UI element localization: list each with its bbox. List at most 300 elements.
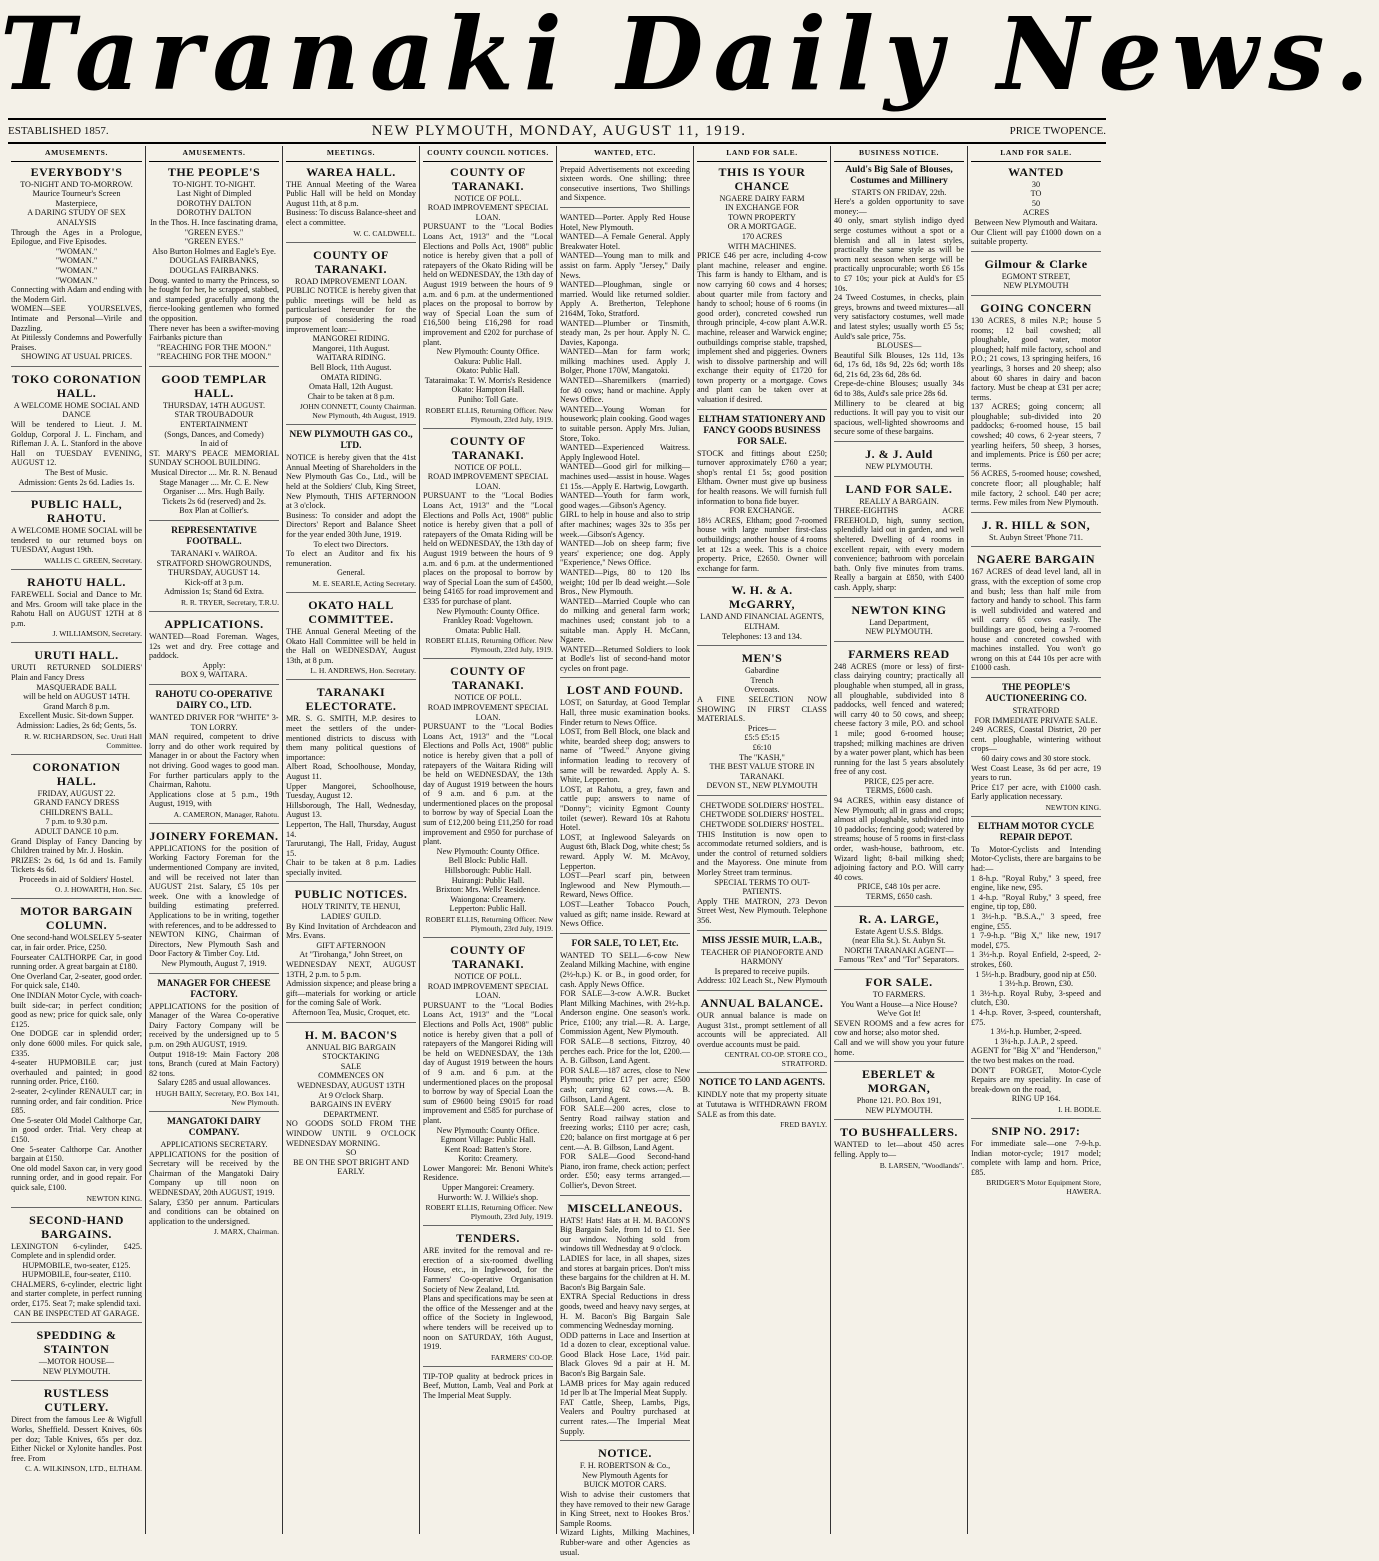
notice <box>834 1067 964 1120</box>
notice-title: WANTED <box>1008 164 1064 179</box>
notice-line: Kick-off at 3 p.m. <box>184 577 244 587</box>
notice <box>11 760 142 900</box>
notice-line: will be held on AUGUST 14TH. <box>23 692 130 702</box>
notice-line: Okato: Hampton Hall. <box>451 385 525 395</box>
notice-title: FOR SALE. <box>865 974 933 989</box>
notice-line: One second-hand WOLSELEY 5-seater car, in fair order. Price, £250. <box>11 933 142 953</box>
notice-line: Famous "Rex" and "Tor" Separators. <box>838 955 960 965</box>
notice-line: NEWTON KING, Chairman of Directors, New Plymouth Sash and Door Factory & Timber Coy. Ltd. <box>149 930 279 959</box>
notice-line: 94 ACRES, within easy distance of New Plymouth; all in grass and crops; almost all ploughable, subdivided into 10 paddocks; fencing good; watered by streams; house of 5 rooms in first-class order, wash-house, bathroom, etc. Wizard light; 8-bail milking shed; adjoining factory and P.O. Will carry 40 cows. <box>834 796 964 882</box>
notice-line: NORTH TARANAKI AGENT— <box>844 945 954 955</box>
notice-signature: I. H. BODLE. <box>1058 1104 1101 1114</box>
notice-line: REALLY A BARGAIN. <box>859 496 939 506</box>
notice-line: AGENT for "Big X" and "Henderson," the two best makes on the road. <box>971 1046 1101 1065</box>
notice <box>834 603 964 642</box>
notice-line: There never has been a swifter-moving Fairbanks picture than <box>149 323 279 343</box>
notice-line: Tarurutangi, The Hall, Friday, August 15. <box>286 839 416 858</box>
notice-line: URUTI RETURNED SOLDIERS' Plain and Fancy Dress <box>11 663 142 682</box>
notice-line: FOR EXCHANGE. <box>729 506 795 516</box>
notice-line: Lower Mangorei: Mr. Benoni White's Residence. <box>423 1163 553 1183</box>
notice-line: TO-NIGHT. TO-NIGHT. <box>172 179 256 189</box>
notice-line: Prepaid Advertisements not exceeding sixteen words. One shilling; three consecutive insertions, Two Shillings and Sixpence. <box>560 164 690 203</box>
notice-line: Salary £285 and usual allowances. <box>157 1078 271 1088</box>
notice <box>971 165 1101 252</box>
notice-line: The Best of Music. <box>45 468 108 478</box>
notice-line: Bell Block: Public Hall. <box>448 856 528 866</box>
notice <box>149 829 279 974</box>
notice-line: THURSDAY, 14TH AUGUST. <box>162 400 266 410</box>
notice-line: Afternoon Tea, Music, Croquet, etc. <box>292 1008 410 1017</box>
column-heading: WANTED, ETC. <box>560 146 690 162</box>
notice <box>286 430 416 593</box>
notice-line: HATS! Hats! Hats at H. M. BACON'S Big Bargain Sale, from 1d to £1. See our window. Nothing sold from windows till Wednesday at 9 o'clock. <box>560 1215 690 1254</box>
notice-line: PURSUANT to the "Local Bodies Loans Act, 1913" and the "Local Elections and Polls Act, 1908" public notice is hereby given that a poll of ratepayers of the Omata Riding will be held on WEDNESDAY, the 13th day of August 1919 between the hours of 9 a.m. and 6 p.m. at the undermentioned places on the proposal to borrow by way of Special Loan the sum of £4500, being £4165 for road improvement and £335 for purchase of plant. <box>423 491 553 606</box>
notice-title: NEW PLYMOUTH GAS CO., LTD. <box>289 430 413 452</box>
notice-line: PURSUANT to the "Local Bodies Loans Act, 1913" and the "Local Elections and Polls Act, 1908" public notice is hereby given that a poll of ratepayers of the Mangorei Riding will be held on WEDNESDAY, the 13th day of August 1919 between the hours of 9 a.m. and 6 p.m. at the undermentioned places on the proposal to borrow by way of Special Loan the sum of £9600 being £9015 for road improvement and £585 for purchase of plant. <box>423 1000 553 1125</box>
notice-line: "REACHING FOR THE MOON." <box>157 352 271 362</box>
notice-line: Proceeds in aid of Soldiers' Hostel. <box>19 874 134 884</box>
column-6 <box>693 146 830 1534</box>
notice-line: NEW PLYMOUTH. <box>865 1105 933 1115</box>
notice-line: (near Elia St.). St. Aubyn St. <box>852 936 946 946</box>
notice-line: "WOMAN." <box>55 275 98 285</box>
notice-title: THE PEOPLE'S <box>167 164 261 179</box>
notice <box>286 598 416 680</box>
notice-title: REPRESENTATIVE FOOTBALL. <box>171 526 257 547</box>
notice-line: FOR SALE—8 sections, Fitzroy, 40 perches each. Price for the lot, £200.—A. B. Gilbson, Land Agent. <box>560 1037 690 1066</box>
notice-title: MISS JESSIE MUIR, L.A.B., <box>702 935 822 946</box>
notice-line: LEXINGTON 6-cylinder, £425. Complete and in splendid order. <box>11 1241 142 1261</box>
notice <box>697 936 827 991</box>
column-7 <box>830 146 967 1534</box>
notice-line: Admission: Gents 2s 6d. Ladies 1s. <box>18 477 135 487</box>
notice-line: EXTRA Special Reductions in dress goods, tweed and heavy navy serges, at H. M. Bacon's Big Bargain Sale commencing Wednesday morning. <box>560 1292 690 1331</box>
notice-line: General. <box>337 568 365 578</box>
notice-line: Albert Road, Schoolhouse, Monday, August 11. <box>286 762 416 781</box>
notice <box>11 1386 142 1477</box>
notice <box>560 1201 690 1442</box>
notice <box>834 165 964 442</box>
notice-line: Waiongona: Creamery. <box>450 894 526 904</box>
notice-line: Will be tendered to Lieut. J. M. Goldup, Corporal J. L. Fincham, and Rifleman J. A. L. Stanford in the above Hall on TUESDAY EVENING, AUGUST 12. <box>11 420 142 468</box>
notice-line: 56 ACRES, 5-roomed house; cowshed, concrete floor; all ploughable; half mile factory, 2 school. £40 per acre; terms. Few miles from New Plymouth. <box>971 469 1101 508</box>
notice-line: MAN required, competent to drive lorry and do other work required by Manager in or about the Factory when not driving. Good wages to good man. For further particulars apply to the Chairman, Rahotu. <box>149 732 279 790</box>
notice-line: PRICE £46 per acre, including 4-cow plant machine, releaser and engine. This farm is handy to Eltham, and is now carrying 60 cows and 4 horses; about quarter mile from factory and handy to school; house of 6 rooms (in good order), concreted cowshed run through principle, 4-cow plant A.W.R. machine, releaser and Warwick engine; outbuildings comprise stable, trapshed, implement shed and piggeries. Owners wish to dissolve partnership and will exchange their equity of £1720 for town property or a mortgage. Cows and plant can be taken over at valuation if desired. <box>697 251 827 405</box>
notice-line: PRICE, £48 10s per acre. <box>857 882 941 892</box>
notice-line: Applications close at 5 p.m., 19th August, 1919, with <box>149 789 279 809</box>
notice-line: TEACHER OF PIANOFORTE AND HARMONY <box>700 947 824 967</box>
notice-line: For immediate sale—one 7-9-h.p. Indian motor-cycle; 1917 model; complete with lamp and horn. Price, £85. <box>971 1138 1101 1177</box>
notice-line: WEDNESDAY NEXT, AUGUST 13TH, 2 p.m. to 5 p.m. <box>286 960 416 979</box>
notice-line: STAR TROUBADOUR ENTERTAINMENT <box>174 410 254 430</box>
notice-line: Our Client will pay £1000 down on a suitable property. <box>971 227 1101 247</box>
notice-line: 1 3½-h.p. "B.S.A.," 3 speed, free engine, £55. <box>971 912 1101 931</box>
notice-title: URUTI HALL. <box>34 648 119 663</box>
notice-line: Excellent Music. Sit-down Supper. <box>19 711 134 721</box>
notice-line: DOROTHY DALTON <box>176 208 252 218</box>
notice-line: EGMONT STREET, <box>1001 271 1071 281</box>
notice-title: COUNTY OF TARANAKI. <box>450 943 526 971</box>
notice-signature: BRIDGER'S Motor Equipment Store, HAWERA. <box>986 1178 1101 1197</box>
notice-line: Musical Director .... Mr. R. N. Benaud <box>150 468 278 478</box>
notice-line: WANTED—Pigs, 80 to 120 lbs weight; 10d per lb dead weight.—Sole Bros., New Plymouth. <box>560 567 690 597</box>
column-heading: AMUSEMENTS. <box>11 146 142 162</box>
notice-line: 1 3½-h.p. Royal Ruby, 3-speed and clutch, £30. <box>971 988 1101 1008</box>
notice <box>560 939 690 1196</box>
notice-title: SECOND-HAND BARGAINS. <box>29 1212 124 1241</box>
notice-title: OKATO HALL COMMITTEE. <box>308 598 394 626</box>
notice-title: THE PEOPLE'S AUCTIONEERING CO. <box>985 682 1087 704</box>
column-heading: LAND FOR SALE. <box>697 146 827 162</box>
notice-line: TIP-TOP quality at bedrock prices in Beef, Mutton, Lamb, Veal and Pork at The Imperial Meat Supply. <box>423 1371 553 1400</box>
notice-title: FARMERS READ <box>848 646 950 661</box>
column-8 <box>967 146 1104 1534</box>
notice-line: LOST—Leather Tobacco Pouch, valued as gift; name inside. Reward at News Office. <box>560 899 690 929</box>
notice-line: WANTED—Porter. Apply Red House Hotel, New Plymouth. <box>560 212 690 232</box>
notice-line: LADIES for lace, in all shapes, sizes and stores at bargain prices. Don't miss these bargains for the children at H. M. Bacon's Big Bargain Sale. <box>560 1253 690 1292</box>
notice-line: One Overland Car, 2-seater, good order. For quick sale, £140. <box>11 971 142 991</box>
notice-line: WANTED—Man for farm work; milking machines used. Apply J. Bolger, Phone 170W, Mangatoki. <box>560 347 690 376</box>
notice-line: CHETWODE SOLDIERS' HOSTEL. <box>699 820 825 830</box>
notice-signature: A. CAMERON, Manager, Rahotu. <box>173 809 279 819</box>
notice-line: NO GOODS SOLD FROM THE WINDOW UNTIL 9 O'CLOCK WEDNESDAY MORNING. <box>286 1119 416 1148</box>
notice-title: SPEDDING & STAINTON <box>36 1328 117 1357</box>
notice-line: One old model Saxon car, in very good running order, and in good repair. For quick sale, £100. <box>11 1163 142 1192</box>
notice-signature: J. MARX, Chairman. <box>213 1227 279 1237</box>
columns <box>8 146 1106 1557</box>
notice <box>286 248 416 426</box>
notice-line: One 5-seater Old Model Calthorpe Car, in good order. Trial. Very cheap at £150. <box>11 1115 142 1144</box>
notice <box>834 1125 964 1173</box>
notice-line: FAREWELL Social and Dance to Mr. and Mrs. Groom will take place in the Rahotu Hall on AUGUST 12TH at 8 p.m. <box>11 590 142 628</box>
notice-line: Lepperton: Public Hall. <box>449 904 527 914</box>
notice-line: Bell Block, 11th August. <box>310 362 392 372</box>
notice-line: WITH MACHINES. <box>727 241 797 251</box>
notice-line: KINDLY note that my property situate at Tututawa is WITHDRAWN FROM SALE as from this date. <box>697 1090 827 1119</box>
notice-line: —MOTOR HOUSE— <box>38 1357 115 1367</box>
notice-line: In aid of <box>200 439 228 449</box>
notice-signature: CENTRAL CO-OP. STORE CO., STRATFORD. <box>724 1050 827 1069</box>
notice-line: Box Plan at Collier's. <box>179 506 249 516</box>
notice-line: OMATA RIDING. <box>320 372 382 382</box>
notice-line: FOR IMMEDIATE PRIVATE SALE. <box>974 715 1098 725</box>
notice-line: SPECIAL TERMS TO OUT-PATIENTS. <box>714 877 810 897</box>
notice-line: BUICK MOTOR CARS. <box>583 1480 667 1490</box>
notice-line: DEVON ST., NEW PLYMOUTH <box>706 781 818 791</box>
notice-line: BE ON THE SPOT BRIGHT AND EARLY. <box>293 1157 409 1177</box>
notice-line: WOMEN—SEE YOURSELVES, Intimate and Personal—Virile and Dazzling. <box>11 304 142 333</box>
notice-line: TERMS, £650 cash. <box>865 892 933 901</box>
notice-line: 7 p.m. to 9.30 p.m. <box>45 817 108 827</box>
notice-title: GOING CONCERN <box>980 300 1092 315</box>
notice-title: COUNTY OF TARANAKI. <box>450 664 526 693</box>
notice-line: THE Annual Meeting of the Warea Public Hall will be held on Monday August 11th, at 8 p.m. <box>286 179 416 208</box>
notice-title: NEWTON KING <box>851 602 947 617</box>
notice-title: R. A. LARGE, <box>858 911 940 926</box>
established: ESTABLISHED 1857. <box>8 125 109 137</box>
column-heading: LAND FOR SALE. <box>971 146 1101 162</box>
notice-line: Address: 102 Leach St., New Plymouth <box>697 976 827 986</box>
notice <box>149 1117 279 1240</box>
notice-signature: HUGH BAILY, Secretary, P.O. Box 141, New Plymouth. <box>155 1088 279 1107</box>
notice-line: Okato: Public Hall. <box>456 366 520 376</box>
notice-line: Fourseater CALTHORPE Car, in good running order. A great bargain at £180. <box>11 952 142 972</box>
notice-line: St. Aubyn Street 'Phone 711. <box>989 532 1083 542</box>
notice-line: NOTICE OF POLL. <box>454 972 522 981</box>
notice-line: WANTED—Young Woman for housework; plain cooking. Good wages to suitable person. Apply Mrs. Julian, Store, Toko. <box>560 404 690 443</box>
notice-line: TO <box>1030 189 1042 199</box>
notice-line: Upper Mangorei, Schoolhouse, Tuesday, August 12. <box>286 781 416 801</box>
notice <box>971 518 1101 548</box>
notice-line: ST. MARY'S PEACE MEMORIAL SUNDAY SCHOOL BUILDING. <box>149 448 279 468</box>
notice-line: F. H. ROBERTSON & Co., <box>579 1461 671 1471</box>
notice-line: Output 1918-19: Main Factory 208 tons, Branch (cured at Main Factory) 82 tons. <box>149 1049 279 1078</box>
notice-title: LAND FOR SALE. <box>845 481 953 496</box>
notice-title: MANGATOKI DAIRY COMPANY. <box>166 1116 262 1138</box>
notice-line: 60 dairy cows and 30 store stock. <box>981 753 1091 763</box>
notice-line: WANTED—Returned Soldiers to look at Bodle's list of second-hand motor cycles on front page. <box>560 644 690 673</box>
notice-title: H. M. BACON'S <box>304 1027 398 1042</box>
notice-line: GIRL to help in house and also to strip after machines; wages 32s to 35s per week.—Gibson's Agency. <box>560 510 690 539</box>
notice <box>149 372 279 521</box>
column-heading: BUSINESS NOTICE. <box>834 146 964 162</box>
notice-line: "WOMAN." <box>55 246 98 256</box>
notice-line: 1 3½-h.p. Humber, 2-speed. <box>990 1027 1082 1037</box>
notice-line: APPLICATIONS for the position of Secretary will be received by the Chairman of the Mangatoki Dairy Company up till noon on WEDNESDAY, 20th AUGUST, 1919. <box>149 1149 279 1197</box>
notice-line: CAN BE INSPECTED AT GARAGE. <box>13 1308 140 1318</box>
notice-line: CHETWODE SOLDIERS' HOSTEL. <box>699 810 825 820</box>
notice-line: CHALMERS, 6-cylinder, electric light and starter complete, in perfect running order, £175. Seat 7; make splendid taxi. <box>11 1279 142 1309</box>
notice-line: 1 5½-h.p. Bradbury, good nip at £50. <box>975 969 1097 979</box>
notice-line: Millinery to be cleared at big reductions. It will pay you to visit our spacious, well-lighted showrooms and secure some of these bargains. <box>834 398 964 437</box>
notice-line: STOCKTAKING <box>322 1052 380 1062</box>
notice-line: 1 3½-h.p. Royal Enfield, 2-speed, 2-strokes, £60. <box>971 950 1101 969</box>
notice <box>560 1446 690 1561</box>
notice <box>834 482 964 598</box>
notice-line: Telephones: 13 and 134. <box>722 631 802 641</box>
notice-title: COUNTY OF TARANAKI. <box>450 433 526 462</box>
notice-line: Gabardine <box>744 666 780 676</box>
notice-line: DOUGLAS FAIRBANKS. <box>169 265 259 275</box>
notice-line: A DARING STUDY OF SEX ANALYSIS <box>27 208 126 227</box>
notice-line: Admission sixpence; and please bring a gift—materials for working or article for the coming Sale of Work. <box>286 979 416 1008</box>
notice <box>286 165 416 243</box>
notice-line: NEW PLYMOUTH. <box>865 627 933 637</box>
notice-line: Plans and specifications may be seen at the office of the Messenger and at the office of the Society in Inglewood, where tenders will be received up to noon on SATURDAY, 16th August, 1919. <box>423 1294 553 1352</box>
notice-line: 1 4-h.p. Rover, 3-speed, countershaft, £75. <box>971 1007 1101 1027</box>
notice-title: ELTHAM MOTOR CYCLE REPAIR DEPOT. <box>977 821 1095 843</box>
notice-title: CORONATION HALL. <box>32 759 121 788</box>
notice-line: NOTICE is hereby given that the 41st Annual Meeting of Shareholders in the New Plymouth Gas Co., Ltd., will be held at the Soldiers' Club, King Street, New Plymouth, THIS AFTERNOON at 3 o'clock. <box>286 453 416 511</box>
notice-line: LOST, from Bell Block, one black and white, bearded sheep dog; answers to name of "Tweed." Anyone giving information leading to recovery of same will be rewarded. Apply A. S. White, Lepperton. <box>560 727 690 785</box>
notice-signature: FRED BAYLY. <box>780 1120 827 1130</box>
notice-line: NEW PLYMOUTH. <box>42 1366 111 1376</box>
dateline <box>8 118 1106 144</box>
notice-line: Apply: <box>202 660 226 670</box>
notice-line: THURSDAY, AUGUST 14. <box>168 568 260 578</box>
notice-line: OUR annual balance is made on August 31st., prompt settlement of all accounts will be appreciated. All overdue accounts must be paid. <box>697 1010 827 1049</box>
notice <box>286 685 416 882</box>
notice-line: STARTS ON FRIDAY, 22th. <box>851 187 947 197</box>
notice <box>971 1124 1101 1200</box>
notice-line: STRATFORD <box>1012 705 1060 715</box>
notice-line: Chair to be taken at 8 p.m. Ladies specially invited. <box>286 858 416 877</box>
notice-title: APPLICATIONS. <box>164 616 264 631</box>
notice-line: PRICE, £25 per acre. <box>864 776 934 786</box>
notice-line: Brixton: Mrs. Wells' Residence. <box>435 885 541 895</box>
notice-line: NOTICE OF POLL. <box>454 693 522 703</box>
notice-line: NEW PLYMOUTH. <box>865 462 933 472</box>
notice <box>149 526 279 612</box>
notice-signature: B. LARSEN, "Woodlands". <box>879 1160 964 1170</box>
notice-line: 1 8-h.p. "Royal Ruby," 3 speed, free engine, like new, £95. <box>971 873 1101 893</box>
masthead <box>0 0 1379 113</box>
notice-line: ROAD IMPROVEMENT SPECIAL LOAN. <box>427 981 549 1001</box>
notice-line: Oakura: Public Hall. <box>454 356 522 366</box>
notice-line: MR. S. G. SMITH, M.P. desires to meet the settlers of the under-mentioned districts to discuss with them many political questions of importance: <box>286 714 416 762</box>
notice-line: Korito: Creamery. <box>458 1154 518 1164</box>
notice-line: FAT Cattle, Sheep, Lambs, Pigs, Vealers and Poultry purchased at current rates.—The Imperial Meat Supply. <box>560 1397 690 1436</box>
notice-line: Tataraimaka: T. W. Morris's Residence <box>424 375 552 385</box>
notice-line: ROAD IMPROVEMENT SPECIAL LOAN. <box>427 702 549 722</box>
notice-line: Business: To discuss Balance-sheet and elect a committee. <box>286 208 416 227</box>
notice-line: New Plymouth: County Office. <box>436 846 540 856</box>
notice-line: Egmont Village: Public Hall. <box>440 1135 536 1145</box>
notice-line: A WELCOME HOME SOCIAL will be tendered to our returned boys on TUESDAY, August 19th. <box>11 526 142 555</box>
notice-title: RAHOTU HALL. <box>27 575 126 589</box>
notice-line: Chair to be taken at 8 p.m. <box>307 391 395 401</box>
notice-line: "REACHING FOR THE MOON." <box>157 342 271 352</box>
notice-title: COUNTY OF TARANAKI. <box>313 247 389 276</box>
notice-line: Grand Display of Fancy Dancing by Children trained by Mr. J. Hoskin. <box>11 836 142 856</box>
notice <box>697 651 827 796</box>
notice <box>11 575 142 643</box>
notice-line: 170 ACRES <box>741 231 783 241</box>
notice-line: Call and we will show you your future home. <box>834 1037 964 1057</box>
notice-signature: ROBERT ELLIS, Returning Officer. New Plymouth, 23rd July, 1919. <box>425 405 553 424</box>
notice-line: Prices— <box>747 723 777 733</box>
notice-line: "WOMAN." <box>55 265 98 275</box>
notice-title: J. & J. Auld <box>865 447 933 462</box>
notice-line: Upper Mangorei: Creamery. <box>441 1183 535 1193</box>
notice <box>971 257 1101 296</box>
notice-line: Here's a golden opportunity to save money:— <box>834 197 964 216</box>
column-5 <box>556 146 693 1557</box>
notice-line: HUPMOBILE, four-seater, £110. <box>21 1270 132 1280</box>
notice-line: LOST—Pearl scarf pin, between Inglewood and New Plymouth.—Reward, News Office. <box>560 871 690 900</box>
notice-line: OR A MORTGAGE. <box>727 222 797 232</box>
notice-line: SO <box>345 1148 357 1158</box>
notice-line: The "KASH," <box>739 752 785 762</box>
notice-line: New Plymouth, August 7, 1919. <box>161 959 267 968</box>
notice-line: SEVEN ROOMS and a few acres for cow and horse; also motor shed. <box>834 1018 964 1038</box>
notice-line: WANTED—Married Couple who can do milking and general farm work; machines used; constant job to a suitable man. Apply H. McCann, Ngaere. <box>560 596 690 645</box>
notice-line: Hurworth: W. J. Wilkie's shop. <box>437 1192 539 1202</box>
notice <box>423 943 553 1226</box>
notice-line: At 9 O'clock Sharp. <box>318 1090 384 1100</box>
notice-line: Tickets 2s 6d (reserved) and 2s. <box>162 496 266 506</box>
notice-line: SALE <box>340 1061 362 1071</box>
notice-line: APPLICATIONS for the position of Manager of the Warea Co-operative Dairy Factory Company will be received by the undersigned up to 5 p.m. on 29th AUGUST, 1919. <box>149 1001 279 1049</box>
notice-line: TO FARMERS. <box>872 989 926 999</box>
notice-line: Wish to advise their customers that they have removed to their new Garage in King Street, next to Hookes Bros.' Sample Rooms. <box>560 1490 690 1528</box>
notice <box>697 996 827 1073</box>
notice-line: WANTED—Ploughman, single or married. Would like returned soldier. Apply A. Bretherton, Telephone 2164M, Toko, Stratford. <box>560 280 690 318</box>
notice-line: 167 ACRES of dead level land, all in grass, with the exception of some crop and bush; less than half mile from factory and handy to school. This farm is well subdivided and watered and will carry 65 cows easily. The buildings are good, being a 7-roomed house and concreted cowshed with machines installed. You won't go wrong on this at £44 10s per acre with £1000 cash. <box>971 567 1101 673</box>
notice-title: EVERYBODY'S <box>30 164 123 179</box>
notice-signature: NEWTON KING. <box>1045 802 1101 812</box>
notice-line: A WELCOME HOME SOCIAL AND DANCE <box>13 400 140 420</box>
notice-signature: ROBERT ELLIS, Returning Officer. New Plymouth, 23rd July, 1919. <box>425 915 553 933</box>
notice <box>423 1372 553 1405</box>
notice-title: MISCELLANEOUS. <box>567 1200 683 1215</box>
notice-line: Estate Agent U.S.S. Bldgs. <box>854 926 944 936</box>
notice <box>11 165 142 367</box>
notice <box>697 415 827 579</box>
notice-line: THREE-EIGHTHS ACRE FREEHOLD, high, sunny section, splendidly laid out in garden, and well sheltered. Dwelling of 4 rooms in excellent repair, with every modern convenience; bathroom with porcelain bath. Only five minutes from trams. Really a bargain at £850, with £400 cash. Apply, sharp: <box>834 506 964 592</box>
notice-line: WANTED—Sharemilkers (married) for 40 cows; hand or machine. Apply News Office. <box>560 376 690 405</box>
notice-signature: JOHN CONNETT, County Chairman. New Plymouth, 4th August, 1919. <box>299 402 416 421</box>
notice-line: A FINE SELECTION NOW SHOWING IN FIRST CLASS MATERIALS. <box>697 694 827 724</box>
notice-line: GIFT AFTERNOON <box>316 940 386 950</box>
notice-title: TOKO CORONATION HALL. <box>11 371 142 400</box>
notice-title: LOST AND FOUND. <box>566 683 684 698</box>
notice-line: Connecting with Adam and ending with the Modern Girl. <box>11 285 142 304</box>
notice-line: Phone 121. P.O. Box 191, <box>856 1096 942 1106</box>
notice-line: FOR SALE—200 acres, close to Sentry Road railway station and freezing works; £110 per acre; cash, £20; balance on first mortgage at 6 per cent.—A. B. Gilbson, Land Agent. <box>560 1104 690 1152</box>
notice-title: W. H. & A. McGARRY, <box>728 583 796 612</box>
notice-line: TOWN PROPERTY <box>728 212 796 222</box>
notice-line: WANTED TO SELL—6-cow New Zealand Milking Machine, with engine (2½-h.p.) K. or B., in good order, for cash. Apply News Office. <box>560 950 690 989</box>
notice-line: 2-seater, 2-cylinder RENAULT car; in running order, and fair condition. Price £85. <box>11 1086 142 1116</box>
notice-title: Auld's Big Sale of Blouses, Costumes and Millinery <box>845 164 953 186</box>
notice-line: Huirangi: Public Hall. <box>451 875 525 885</box>
notice-line: You Want a House—a Nice House? <box>840 999 958 1009</box>
notice-signature: R. R. TRYER, Secretary, T.R.U. <box>180 597 279 607</box>
notice-line: LOST, at Inglewood Saleyards on August 6th, Black Dog, white chest; 5s reward. Apply W. M. McAvoy, Lepperton. <box>560 832 690 871</box>
notice-line: Between New Plymouth and Waitara. <box>974 217 1098 227</box>
notice-line: ROAD IMPROVEMENT LOAN. <box>295 276 407 286</box>
notice <box>11 497 142 570</box>
notice-line: Maurice Tourneur's Screen Masterpiece, <box>32 189 121 208</box>
notice-line: NGAERE DAIRY FARM <box>719 193 805 203</box>
notice-line: WANTED to let—about 450 acres felling. Apply to— <box>834 1140 964 1159</box>
notice-line: GRAND FANCY DRESS CHILDREN'S BALL. <box>33 798 120 817</box>
notice-line: Apply THE MATRON, 273 Devon Street West, New Plymouth. Telephone 356. <box>697 896 827 925</box>
notice <box>286 1028 416 1181</box>
notice-line: WANTED DRIVER FOR "WHITE" 3-TON LORRY. <box>149 712 279 732</box>
notice-line: 1 7-9-h.p. "Big X," like new, 1917 model, £75. <box>971 931 1101 950</box>
notice-line: HOLY TRINITY, TE HENUI, LADIES' GUILD. <box>301 902 401 922</box>
notice-line: PURSUANT to the "Local Bodies Loans Act, 1913" and the "Local Elections and Polls Act, 1908" public notice is hereby given that a poll of ratepayers of the Okato Riding will be held on WEDNESDAY, the 13th day of August 1919 between the hours of 9 a.m. and 6 p.m. at the undermentioned places on the proposal to borrow by way of Special Loan the sum of £16,500 being £16,298 for road improvement and £202 for purchase of plant. <box>423 222 553 347</box>
notice-line: £5:5 £5:15 <box>744 733 780 743</box>
notice-line: Direct from the famous Lee & Wigfull Works, Sheffield. Dessert Knives, 60s per doz; Table Knives, 65s per doz. Either Nickel or Xylonite handles. Post free. From <box>11 1415 142 1463</box>
notice-line: 1 4-h.p. "Royal Ruby," 3 speed, free engine, tip top, £80. <box>971 892 1101 912</box>
notice-line: WAITARA RIDING. <box>316 353 386 363</box>
notice-signature: C. A. WILKINSON, LTD., ELTHAM. <box>24 1464 142 1474</box>
notice <box>971 683 1101 817</box>
notice-line: ROAD IMPROVEMENT SPECIAL LOAN. <box>427 472 549 491</box>
notice-line: Wizard Lights, Milking Machines, Rubber-ware and other Agencies as usual. <box>560 1528 690 1557</box>
newspaper-title: Taranaki Daily News. <box>0 0 1379 113</box>
notice-title: RUSTLESS CUTLERY. <box>43 1386 110 1415</box>
notice-line: 249 ACRES, Coastal District, 20 per cent. ploughable, wintering without crops— <box>971 725 1101 754</box>
notice-line: THE Annual General Meeting of the Okato Hall Committee will be held in the Hall on WEDNESDAY, August 13th, at 8 p.m. <box>286 627 416 665</box>
notice-title: ANNUAL BALANCE. <box>700 995 824 1010</box>
notice-line: WEDNESDAY, AUGUST 13TH <box>297 1080 405 1090</box>
notice-title: WAREA HALL. <box>306 164 396 179</box>
notice-signature: FARMERS' CO-OP. <box>491 1352 553 1362</box>
